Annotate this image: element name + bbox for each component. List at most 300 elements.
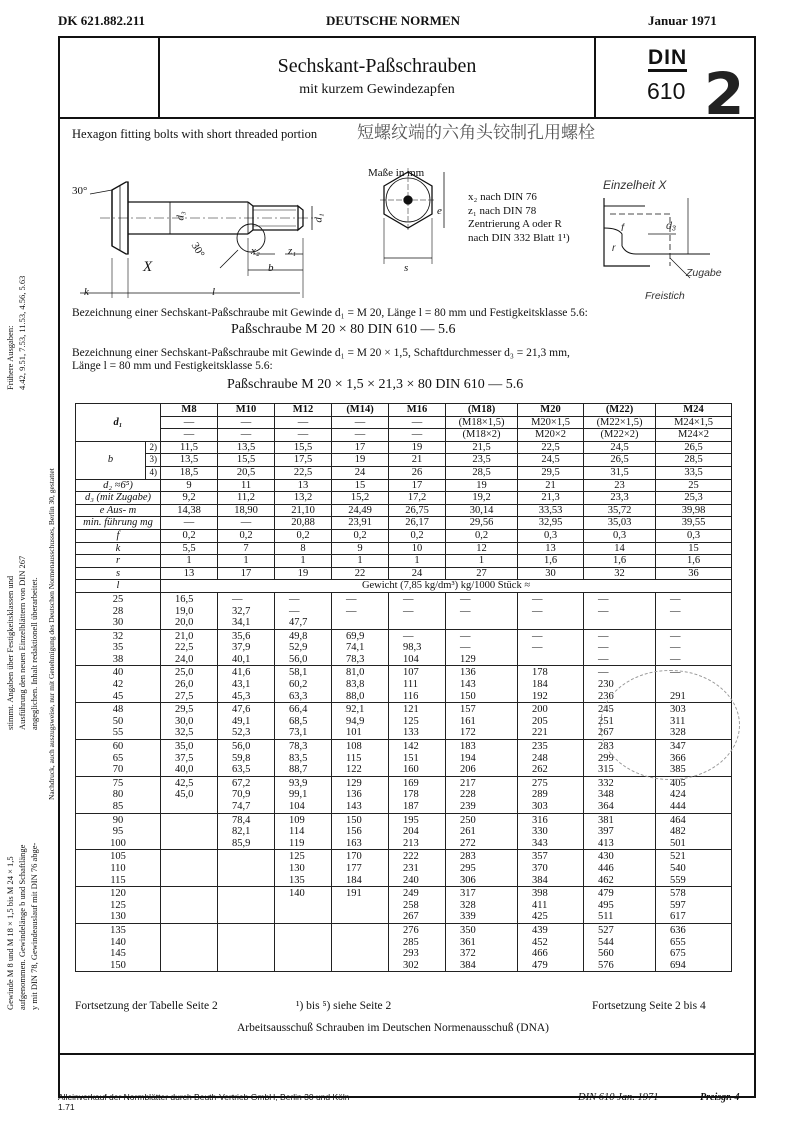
committee: Arbeitsausschuß Schrauben im Deutschen Normenausschuß (DNA) bbox=[236, 1022, 550, 1034]
length-value: 95 bbox=[112, 826, 124, 838]
weight-value: 560 bbox=[598, 948, 614, 960]
weight-value bbox=[232, 911, 274, 923]
prop-value: 13 bbox=[161, 567, 218, 580]
weight-cell bbox=[518, 740, 584, 777]
weight-value: 302 bbox=[403, 959, 419, 971]
weight-value: 482 bbox=[670, 826, 686, 838]
weight-value: — bbox=[670, 593, 681, 605]
prop-value: 24 bbox=[389, 567, 446, 580]
weight-group-row bbox=[76, 887, 732, 924]
weight-value: 370 bbox=[532, 862, 548, 874]
weight-cell bbox=[518, 592, 584, 629]
length-cell bbox=[76, 887, 161, 924]
e-label: e bbox=[437, 205, 442, 217]
weight-group-row bbox=[76, 813, 732, 850]
example-2-text-line1: Bezeichnung einer Sechskant-Paßschraube mit Gewinde d₁ = M 20 × 1,5, Schaftdurchmesser d₃ = 21,3 mm, bbox=[72, 347, 570, 359]
weight-value: 24,0 bbox=[175, 653, 194, 665]
property-row bbox=[76, 529, 732, 542]
weight-cell bbox=[584, 850, 656, 887]
din-reference: DIN 610 Jan. 1971 bbox=[578, 1092, 659, 1103]
weight-value bbox=[346, 617, 388, 629]
col-header: (M22×1,5) bbox=[584, 416, 656, 429]
prop-value: 15 bbox=[332, 479, 389, 492]
weight-value: — bbox=[460, 642, 471, 654]
weight-value bbox=[175, 826, 217, 838]
prop-value: 30 bbox=[518, 567, 584, 580]
prop-value: 0,2 bbox=[446, 529, 518, 542]
prop-value: 26,5 bbox=[656, 441, 732, 454]
prop-value: 32,95 bbox=[518, 517, 584, 530]
weight-value: — bbox=[289, 605, 300, 617]
prop-value: 29,56 bbox=[446, 517, 518, 530]
property-row bbox=[76, 504, 732, 517]
weight-value: 35,0 bbox=[175, 741, 194, 753]
weight-value bbox=[175, 838, 217, 850]
weight-value: 479 bbox=[598, 888, 614, 900]
weight-value: 42,5 bbox=[175, 777, 194, 789]
weight-value bbox=[289, 937, 331, 949]
weight-value: 347 bbox=[670, 741, 686, 753]
din-logo: DIN bbox=[648, 47, 687, 72]
weight-value bbox=[175, 960, 217, 972]
length-value: 105 bbox=[110, 851, 126, 863]
weight-value: 398 bbox=[532, 888, 548, 900]
dk-number: DK 621.882.211 bbox=[58, 13, 146, 28]
units-label: Maße in mm bbox=[368, 167, 425, 179]
weight-value: — bbox=[403, 630, 414, 642]
weight-value: 187 bbox=[403, 801, 419, 812]
weight-value: 462 bbox=[598, 874, 614, 886]
prop-value: 1 bbox=[218, 555, 275, 568]
header-row bbox=[76, 404, 732, 417]
length-value: 25 bbox=[112, 593, 124, 605]
prop-value: 8 bbox=[275, 542, 332, 555]
example-2-designation: Paßschraube M 20 × 1,5 × 21,3 × 80 DIN 610 — 5.6 bbox=[227, 377, 524, 392]
prop-value: 1 bbox=[161, 555, 218, 568]
weight-value: 104 bbox=[403, 653, 419, 665]
weight-value: — bbox=[460, 593, 471, 605]
weight-value bbox=[346, 925, 388, 937]
weight-value: 41,6 bbox=[232, 667, 251, 679]
weight-value: — bbox=[598, 605, 609, 617]
weight-value: 40,0 bbox=[175, 764, 194, 776]
length-value: 65 bbox=[112, 752, 124, 764]
weight-cell bbox=[584, 887, 656, 924]
weight-value: — bbox=[532, 593, 543, 605]
weight-value: 92,1 bbox=[346, 704, 365, 716]
weight-cell bbox=[218, 776, 275, 813]
prop-value: 28,5 bbox=[656, 454, 732, 467]
weight-value bbox=[346, 937, 388, 949]
weight-cell bbox=[656, 923, 732, 971]
prop-value: 13 bbox=[275, 479, 332, 492]
weight-cell bbox=[218, 813, 275, 850]
weight-cell bbox=[518, 850, 584, 887]
prop-value: 5,5 bbox=[161, 542, 218, 555]
weight-value: 56,0 bbox=[289, 653, 308, 665]
prop-value: 0,3 bbox=[656, 529, 732, 542]
length-value: 85 bbox=[112, 801, 124, 812]
weight-value: 303 bbox=[670, 704, 686, 716]
weight-value: 21,0 bbox=[175, 630, 194, 642]
prop-value: 22 bbox=[332, 567, 389, 580]
prop-symbol: f bbox=[76, 529, 161, 542]
angle-30b-label: 30° bbox=[188, 240, 207, 260]
weight-cell bbox=[275, 887, 332, 924]
title-divider bbox=[58, 117, 756, 119]
length-value: 135 bbox=[110, 924, 126, 936]
weight-value: — bbox=[598, 642, 609, 654]
property-row bbox=[76, 479, 732, 492]
weight-value: 544 bbox=[598, 936, 614, 948]
prop-value: 1,6 bbox=[518, 555, 584, 568]
prop-symbol: min. führung mg bbox=[76, 517, 161, 530]
side-note-d: Ausführung den neuen Einzelblättern von DIN 267 bbox=[17, 555, 27, 730]
prop-value: 19,2 bbox=[446, 492, 518, 505]
weight-value: 129 bbox=[346, 777, 362, 789]
prop-symbol: d₃ (mit Zugabe) bbox=[76, 492, 161, 505]
weight-value bbox=[232, 960, 274, 972]
weight-value: 37,9 bbox=[232, 642, 251, 654]
side-note-b: 4.42, 9.51, 7.53, 11.53, 4.56, 5.63 bbox=[17, 275, 27, 390]
prop-value: 35,72 bbox=[584, 504, 656, 517]
weight-value bbox=[175, 863, 217, 875]
detail-d3-label: d₃ bbox=[666, 220, 677, 232]
weight-value: 364 bbox=[598, 801, 614, 812]
stamp-mark bbox=[600, 670, 740, 780]
weight-value: 150 bbox=[346, 814, 362, 826]
weight-value: 37,5 bbox=[175, 752, 194, 764]
length-value: 70 bbox=[112, 764, 124, 776]
weight-value: 289 bbox=[532, 789, 548, 801]
weight-value: 94,9 bbox=[346, 715, 365, 727]
weight-value: — bbox=[532, 605, 543, 617]
weight-value: — bbox=[670, 605, 681, 617]
weight-value: 78,3 bbox=[289, 741, 308, 753]
weight-value: 34,1 bbox=[232, 617, 251, 629]
weight-value: 240 bbox=[403, 874, 419, 886]
weight-cell bbox=[656, 887, 732, 924]
weight-value: 411 bbox=[532, 899, 548, 911]
weight-value: 262 bbox=[532, 764, 548, 776]
angle-30-label: 30° bbox=[72, 185, 88, 197]
prop-value: 17 bbox=[389, 479, 446, 492]
length-value: 115 bbox=[110, 874, 126, 886]
weight-value: 239 bbox=[460, 801, 476, 812]
weight-value bbox=[289, 960, 331, 972]
prop-value: 31,5 bbox=[584, 466, 656, 479]
weight-value: 178 bbox=[403, 789, 419, 801]
weight-value: 511 bbox=[598, 911, 614, 923]
weight-value: 249 bbox=[403, 888, 419, 900]
col-header: — bbox=[389, 416, 446, 429]
weight-value: 136 bbox=[346, 789, 362, 801]
weight-cell bbox=[584, 592, 656, 629]
prop-value: 18,5 bbox=[161, 466, 218, 479]
weight-cell bbox=[275, 923, 332, 971]
col-header: M20×1,5 bbox=[518, 416, 584, 429]
x2-label: x₂ bbox=[251, 245, 260, 257]
weight-value: 636 bbox=[670, 924, 686, 936]
weight-group-row bbox=[76, 776, 732, 813]
weight-cell bbox=[161, 703, 218, 740]
weight-value: 283 bbox=[460, 851, 476, 863]
weight-cell bbox=[218, 923, 275, 971]
weight-value bbox=[175, 937, 217, 949]
weight-value: 119 bbox=[289, 837, 305, 849]
side-note-g: aufgenommen. Gewindelänge b und Schaftlänge bbox=[17, 844, 27, 1010]
weight-value: 59,8 bbox=[232, 752, 251, 764]
publisher: DEUTSCHE NORMEN bbox=[326, 13, 460, 28]
weight-cell bbox=[446, 813, 518, 850]
weight-value: 81,0 bbox=[346, 667, 365, 679]
col-header: M12 bbox=[275, 404, 332, 417]
col-header: M16 bbox=[389, 404, 446, 417]
weight-value: 43,1 bbox=[232, 679, 251, 691]
col-header: M20×2 bbox=[518, 429, 584, 442]
weight-value: 129 bbox=[460, 653, 476, 665]
weight-value: 163 bbox=[346, 837, 362, 849]
title-right-divider bbox=[594, 36, 596, 117]
weight-value: — bbox=[232, 593, 243, 605]
weight-value: 251 bbox=[598, 715, 614, 727]
prop-value: 21,10 bbox=[275, 504, 332, 517]
weight-value: 99,1 bbox=[289, 789, 308, 801]
weight-value bbox=[175, 875, 217, 887]
weight-cell bbox=[218, 740, 275, 777]
weight-value: 52,9 bbox=[289, 642, 308, 654]
prop-value: 25,3 bbox=[656, 492, 732, 505]
weight-value: 479 bbox=[532, 959, 548, 971]
issue-date: Januar 1971 bbox=[648, 13, 717, 28]
weight-value: 140 bbox=[289, 888, 305, 900]
prop-value: 35,03 bbox=[584, 517, 656, 530]
prop-value: 30,14 bbox=[446, 504, 518, 517]
l-label: l bbox=[212, 286, 216, 298]
weight-cell bbox=[275, 776, 332, 813]
weight-value: 78,3 bbox=[346, 653, 365, 665]
weight-value: 285 bbox=[403, 936, 419, 948]
weight-cell bbox=[656, 850, 732, 887]
weight-value: 26,0 bbox=[175, 679, 194, 691]
weight-cell bbox=[332, 923, 389, 971]
prop-value: 39,98 bbox=[656, 504, 732, 517]
prop-value: 33,53 bbox=[518, 504, 584, 517]
weight-cell bbox=[518, 666, 584, 703]
weight-value: 151 bbox=[403, 752, 419, 764]
weight-group-row bbox=[76, 923, 732, 971]
side-note-e: angeglichen. Inhalt redaktionell überarbeitet. bbox=[29, 577, 39, 730]
length-value: 32 bbox=[112, 630, 124, 642]
weight-cell bbox=[332, 592, 389, 629]
weight-cell bbox=[446, 629, 518, 666]
weight-value: 184 bbox=[532, 679, 548, 691]
weight-cell bbox=[656, 813, 732, 850]
prop-value: 22,5 bbox=[518, 441, 584, 454]
example-2-text-line2: Länge l = 80 mm und Festigkeitsklasse 5.6: bbox=[72, 360, 273, 372]
weight-value: 236 bbox=[598, 690, 614, 702]
weight-value bbox=[598, 617, 655, 629]
weight-value: 133 bbox=[403, 727, 419, 739]
weight-value: 381 bbox=[598, 814, 614, 826]
weight-value: 397 bbox=[598, 826, 614, 838]
prop-value: 1,6 bbox=[584, 555, 656, 568]
weight-value: 221 bbox=[532, 727, 548, 739]
weight-value: — bbox=[670, 667, 681, 679]
weight-value: — bbox=[598, 630, 609, 642]
weight-value bbox=[403, 617, 445, 629]
weight-cell bbox=[584, 629, 656, 666]
weight-value: — bbox=[670, 653, 681, 665]
table-continued: Fortsetzung der Tabelle Seite 2 bbox=[75, 1000, 218, 1012]
weight-value: 283 bbox=[598, 741, 614, 753]
weight-cell bbox=[161, 850, 218, 887]
note-z1: z₁ nach DIN 78 bbox=[468, 204, 537, 217]
col-header: — bbox=[218, 416, 275, 429]
length-value: 145 bbox=[110, 948, 126, 960]
length-cell bbox=[76, 592, 161, 629]
col-header: — bbox=[161, 416, 218, 429]
weight-cell bbox=[218, 703, 275, 740]
weight-value: 258 bbox=[403, 899, 419, 911]
prop-footnote: 2) bbox=[146, 441, 161, 454]
col-header: M20 bbox=[518, 404, 584, 417]
weight-value bbox=[232, 900, 274, 912]
weight-value: 316 bbox=[532, 814, 548, 826]
weight-cell bbox=[332, 776, 389, 813]
note-din332: nach DIN 332 Blatt 1¹) bbox=[468, 231, 570, 244]
weight-value: 527 bbox=[598, 924, 614, 936]
prop-value: 10 bbox=[389, 542, 446, 555]
weight-value: 250 bbox=[460, 814, 476, 826]
weight-group-row bbox=[76, 629, 732, 666]
weight-value: 116 bbox=[403, 690, 419, 702]
prop-value: 9 bbox=[161, 479, 218, 492]
col-header: — bbox=[389, 429, 446, 442]
weight-header-row bbox=[76, 580, 732, 593]
english-title: Hexagon fitting bolts with short threaded portion bbox=[72, 127, 318, 141]
weight-cell bbox=[518, 703, 584, 740]
b-label: b bbox=[268, 262, 274, 274]
prop-value: 26,5 bbox=[584, 454, 656, 467]
col-header: — bbox=[332, 416, 389, 429]
prop-symbol: d₂ ≈6⁵) bbox=[76, 479, 161, 492]
weight-value bbox=[175, 888, 217, 900]
weight-value: 49,8 bbox=[289, 630, 308, 642]
prop-value: 23,91 bbox=[332, 517, 389, 530]
weight-value: — bbox=[532, 642, 543, 654]
weight-value: 111 bbox=[403, 679, 418, 691]
prop-value: 15,5 bbox=[275, 441, 332, 454]
weight-cell bbox=[218, 850, 275, 887]
length-value: 48 bbox=[112, 704, 124, 716]
weight-cell bbox=[332, 850, 389, 887]
weight-value: 27,5 bbox=[175, 690, 194, 702]
weight-value: 261 bbox=[460, 826, 476, 838]
weight-value: 161 bbox=[460, 715, 476, 727]
weight-value: 245 bbox=[598, 704, 614, 716]
weight-cell bbox=[332, 887, 389, 924]
handwritten-page-number: 2 bbox=[704, 60, 745, 128]
weight-value bbox=[175, 911, 217, 923]
weight-value: 109 bbox=[289, 814, 305, 826]
weight-cell bbox=[275, 703, 332, 740]
length-cell bbox=[76, 850, 161, 887]
prop-value: 0,2 bbox=[332, 529, 389, 542]
weight-value: 213 bbox=[403, 837, 419, 849]
weight-value: 67,2 bbox=[232, 777, 251, 789]
detail-f-label: f bbox=[621, 222, 624, 234]
weight-value: 184 bbox=[346, 874, 362, 886]
length-value: 90 bbox=[112, 814, 124, 826]
prop-value: 24,49 bbox=[332, 504, 389, 517]
property-row bbox=[76, 454, 732, 467]
weight-value bbox=[289, 900, 331, 912]
weight-value bbox=[346, 900, 388, 912]
weight-value: 150 bbox=[460, 690, 476, 702]
prop-value: 9,2 bbox=[161, 492, 218, 505]
weight-value: 384 bbox=[532, 874, 548, 886]
weight-cell bbox=[446, 666, 518, 703]
side-note-a: Frühere Ausgaben: bbox=[5, 325, 15, 390]
d1-label: d₁ bbox=[312, 213, 325, 223]
weight-cell bbox=[446, 776, 518, 813]
weight-cell bbox=[656, 629, 732, 666]
weight-value: 20,0 bbox=[175, 617, 194, 629]
weight-value: 317 bbox=[460, 888, 476, 900]
weight-value: 114 bbox=[289, 826, 305, 838]
weight-value: — bbox=[403, 605, 414, 617]
weight-value: — bbox=[532, 630, 543, 642]
weight-value: 578 bbox=[670, 888, 686, 900]
prop-value: 26,17 bbox=[389, 517, 446, 530]
price-group: Preisgr. 4 bbox=[700, 1092, 740, 1103]
weight-cell bbox=[275, 813, 332, 850]
weight-value bbox=[346, 911, 388, 923]
prop-value: 14 bbox=[584, 542, 656, 555]
weight-cell bbox=[389, 923, 446, 971]
weight-value: 230 bbox=[598, 679, 614, 691]
weight-value: 178 bbox=[532, 667, 548, 679]
prop-value: 17 bbox=[218, 567, 275, 580]
prop-footnote: 4) bbox=[146, 466, 161, 479]
weight-value: — bbox=[598, 667, 609, 679]
continued-pages: Fortsetzung Seite 2 bis 4 bbox=[592, 1000, 706, 1012]
weight-cell bbox=[218, 887, 275, 924]
prop-value: — bbox=[218, 517, 275, 530]
weight-value: 343 bbox=[532, 837, 548, 849]
weight-value: 444 bbox=[670, 801, 686, 812]
length-value: 75 bbox=[112, 777, 124, 789]
col-header: (M18) bbox=[446, 404, 518, 417]
weight-cell bbox=[389, 666, 446, 703]
prop-value: 28,5 bbox=[446, 466, 518, 479]
weight-value: 655 bbox=[670, 936, 686, 948]
example-1-text: Bezeichnung einer Sechskant-Paßschraube mit Gewinde d₁ = M 20, Länge l = 80 mm und Festigkeitsklasse 5.6: bbox=[72, 307, 588, 319]
weight-value: 19,0 bbox=[175, 605, 194, 617]
k-label: k bbox=[84, 286, 89, 298]
figure-notes bbox=[468, 191, 570, 245]
weight-value: 385 bbox=[670, 764, 686, 776]
weight-cell bbox=[218, 666, 275, 703]
weight-cell bbox=[332, 629, 389, 666]
weight-value: 228 bbox=[460, 789, 476, 801]
weight-value: 521 bbox=[670, 851, 686, 863]
length-cell bbox=[76, 629, 161, 666]
weight-cell bbox=[161, 923, 218, 971]
property-row bbox=[76, 466, 732, 479]
weight-value: 22,5 bbox=[175, 642, 194, 654]
